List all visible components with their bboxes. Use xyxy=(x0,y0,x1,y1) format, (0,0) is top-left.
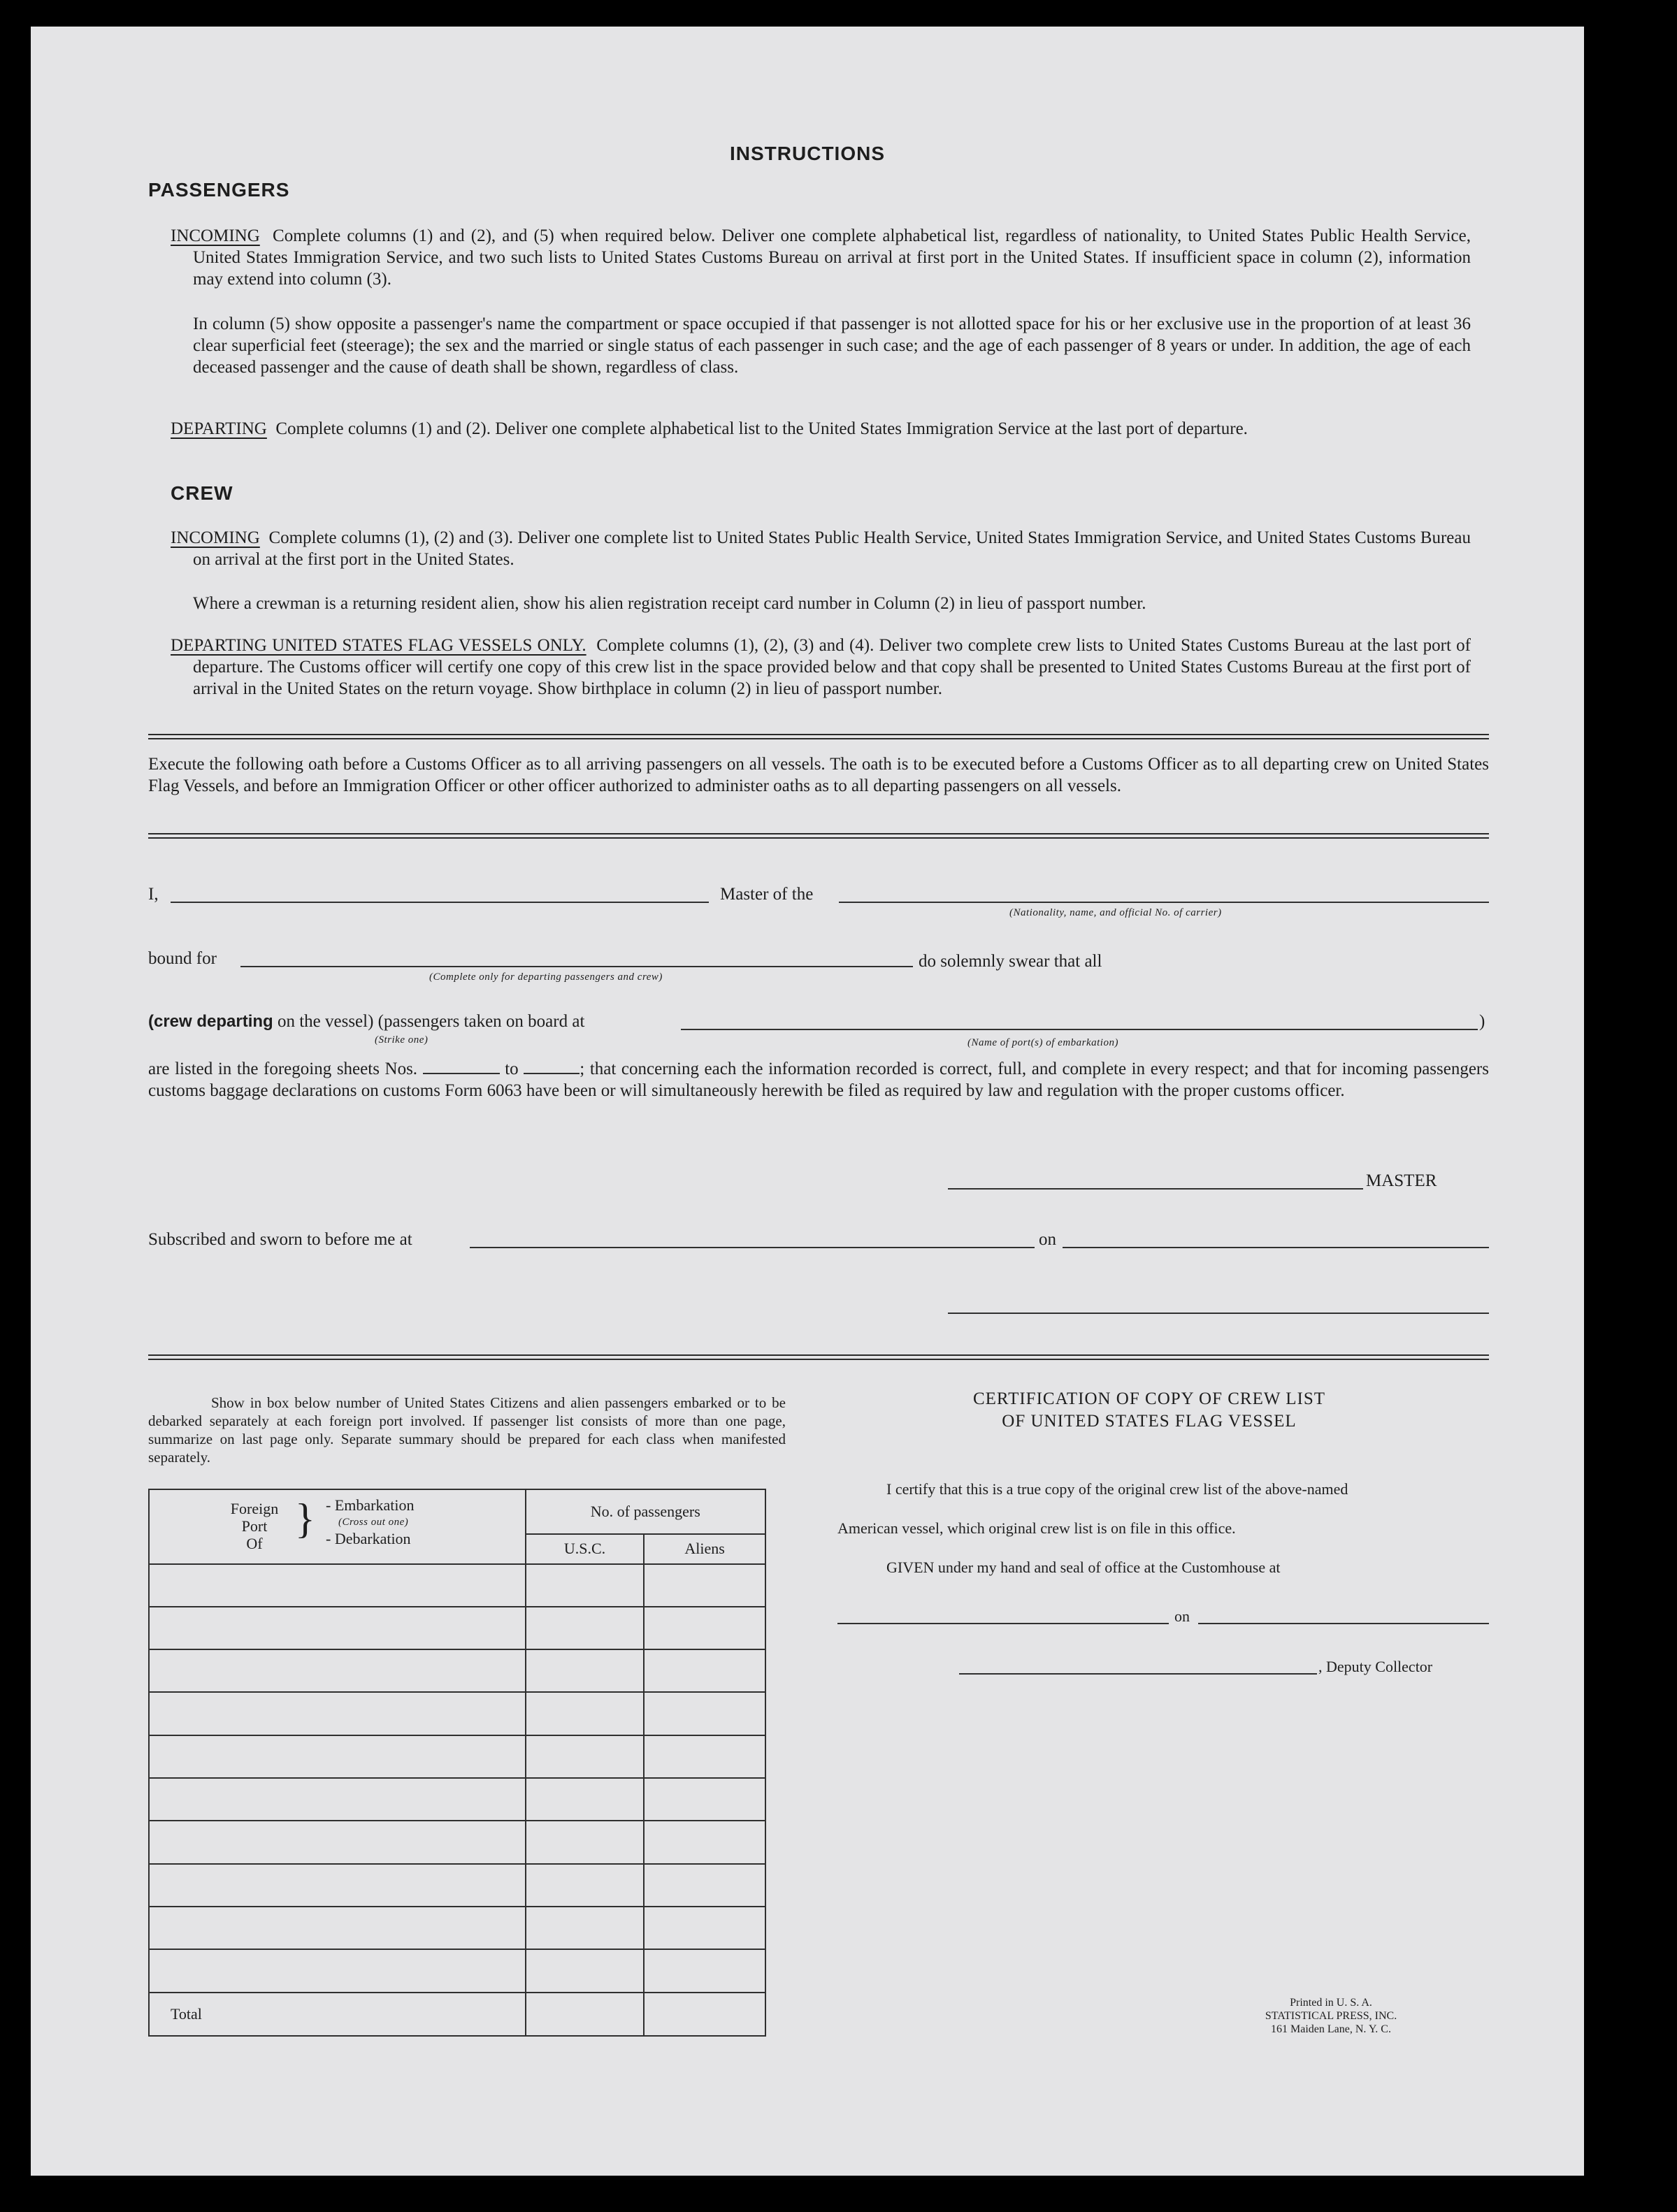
summary-aliens-cell[interactable] xyxy=(644,1907,765,1949)
summary-aliens-cell[interactable] xyxy=(644,1821,765,1863)
summary-row xyxy=(149,1949,765,1992)
passengers-incoming-label: INCOMING xyxy=(171,226,260,245)
cert-date-field[interactable] xyxy=(1198,1623,1489,1624)
summary-port-cell[interactable] xyxy=(149,1735,526,1778)
crew-departing-paragraph xyxy=(171,635,1471,700)
summary-row xyxy=(149,1564,765,1607)
listed-prefix: are listed in the foregoing sheets Nos. xyxy=(148,1060,418,1078)
summary-row xyxy=(149,1649,765,1692)
summary-row xyxy=(149,1864,765,1907)
summary-row xyxy=(149,1821,765,1863)
certification-title-2: OF UNITED STATES FLAG VESSEL xyxy=(1002,1412,1297,1431)
crew-departing-text: Complete columns (1), (2), (3) and (4). Deliver two complete crew lists to United States Customs Bureau at the last port of departure. The Customs officer will certify one copy of this crew list in the space provided below and that copy shall be presented to United States Customs Bureau at the first port of arrival in the United States on the return voyage. Show birthplace in column (2) in lieu of passport number. xyxy=(193,636,1471,698)
officer-signature-field[interactable] xyxy=(948,1313,1489,1314)
summary-port-cell[interactable] xyxy=(149,1607,526,1649)
sheets-to-field[interactable] xyxy=(524,1070,580,1074)
instructions-title: INSTRUCTIONS xyxy=(730,143,885,164)
passengers-departing-text: Complete columns (1) and (2). Deliver one complete alphabetical list to the United States Immigration Service at the last port of departure. xyxy=(275,419,1248,438)
bound-for-caption: (Complete only for departing passengers and crew) xyxy=(429,971,663,983)
sheets-from-field[interactable] xyxy=(423,1070,500,1074)
summary-row xyxy=(149,1778,765,1821)
bound-for-label: bound for xyxy=(148,949,217,968)
port-label: Port xyxy=(241,1517,268,1535)
ports-field[interactable] xyxy=(681,1029,1478,1030)
summary-usc-cell[interactable] xyxy=(526,1649,645,1692)
master-name-field[interactable] xyxy=(171,902,709,903)
certification-title-1: CERTIFICATION OF COPY OF CREW LIST xyxy=(972,1389,1326,1408)
sworn-place-field[interactable] xyxy=(470,1247,1035,1248)
certify-text: I certify that this is a true copy of the original crew list of the above-named xyxy=(886,1480,1348,1498)
summary-aliens-cell[interactable] xyxy=(644,1949,765,1992)
summary-port-cell[interactable] xyxy=(149,1649,526,1692)
summary-port-cell[interactable] xyxy=(149,1864,526,1907)
summary-port-cell[interactable] xyxy=(149,1778,526,1821)
total-aliens-cell[interactable] xyxy=(644,1993,765,2036)
sworn-on-label: on xyxy=(1039,1230,1056,1249)
total-label: Total xyxy=(149,1993,526,2036)
carrier-caption: (Nationality, name, and official No. of carrier) xyxy=(1009,907,1222,918)
sworn-date-field[interactable] xyxy=(1063,1247,1489,1248)
usc-header: U.S.C. xyxy=(526,1534,645,1563)
printer-line-3: 161 Maiden Lane, N. Y. C. xyxy=(1271,2023,1391,2035)
subscribed-label: Subscribed and sworn to before me at xyxy=(148,1230,412,1249)
summary-port-cell[interactable] xyxy=(149,1564,526,1607)
master-signature-field[interactable] xyxy=(948,1188,1363,1190)
summary-aliens-cell[interactable] xyxy=(644,1735,765,1778)
summary-port-cell[interactable] xyxy=(149,1692,526,1735)
foreign-port-header xyxy=(149,1489,526,1564)
passengers-incoming-paragraph xyxy=(171,225,1471,290)
cert-on-label: on xyxy=(1174,1607,1190,1625)
oath-divider xyxy=(148,833,1489,839)
lower-divider xyxy=(148,1354,1489,1360)
summary-port-cell[interactable] xyxy=(149,1949,526,1992)
summary-usc-cell[interactable] xyxy=(526,1735,645,1778)
printer-line-1: Printed in U. S. A. xyxy=(1290,1997,1372,2009)
summary-usc-cell[interactable] xyxy=(526,1778,645,1821)
passengers-heading: PASSENGERS xyxy=(148,179,290,201)
carrier-field[interactable] xyxy=(839,902,1489,903)
debarkation-label: - Debarkation xyxy=(326,1530,411,1548)
summary-aliens-cell[interactable] xyxy=(644,1607,765,1649)
summary-usc-cell[interactable] xyxy=(526,1907,645,1949)
summary-port-cell[interactable] xyxy=(149,1821,526,1863)
customhouse-field[interactable] xyxy=(837,1623,1169,1624)
section-divider xyxy=(148,734,1489,739)
crew-departing-label: DEPARTING UNITED STATES FLAG VESSELS ONLY. xyxy=(171,636,586,655)
crew-heading: CREW xyxy=(171,482,233,504)
on-the-vessel-text: on the vessel) xyxy=(277,1012,374,1031)
printer-line-2: STATISTICAL PRESS, INC. xyxy=(1265,2010,1397,2022)
summary-instructions: Show in box below number of United States Citizens and alien passengers embarked or to be debarked separately at each foreign port involved. If passenger list consists of more than one page, summarize on last page only. Separate summary should be prepared for each class when manifested separately. xyxy=(148,1394,786,1466)
printer-imprint xyxy=(1226,1996,1436,2036)
bound-for-field[interactable] xyxy=(240,966,913,967)
close-paren: ) xyxy=(1479,1012,1485,1031)
document-page xyxy=(31,27,1584,2176)
crew-incoming-text: Complete columns (1), (2) and (3). Deliver one complete list to United States Public Health Service, United States Immigration Service, and United States Customs Bureau on arrival at the first port in the United States. xyxy=(193,528,1471,569)
summary-row xyxy=(149,1607,765,1649)
crew-incoming-paragraph xyxy=(171,527,1471,570)
no-of-passengers-header: No. of passengers xyxy=(526,1489,765,1534)
passengers-departing-paragraph xyxy=(171,418,1471,440)
american-vessel-text: American vessel, which original crew list is on file in this office. xyxy=(837,1519,1236,1537)
summary-port-cell[interactable] xyxy=(149,1907,526,1949)
summary-row xyxy=(149,1907,765,1949)
cross-out-caption: (Cross out one) xyxy=(338,1517,409,1528)
column5-paragraph: In column (5) show opposite a passenger's name the compartment or space occupied if that passenger is not allotted space for his or her exclusive use in the proportion of at least 36 clear superficial feet (steerage); the sex and the married or single status of each passenger in such case; and the age of each passenger of 8 years or under. In addition, the age of each deceased passenger and the cause of death shall be shown, regardless of class. xyxy=(193,315,1471,377)
crew-resident-paragraph: Where a crewman is a returning resident alien, show his alien registration receipt card number in Column (2) in lieu of passport number. xyxy=(193,594,1146,613)
summary-aliens-cell[interactable] xyxy=(644,1649,765,1692)
aliens-header: Aliens xyxy=(644,1534,765,1563)
summary-aliens-cell[interactable] xyxy=(644,1692,765,1735)
solemnly-swear-text: do solemnly swear that all xyxy=(919,952,1102,971)
summary-aliens-cell[interactable] xyxy=(644,1864,765,1907)
listed-rest: ; that concerning each the information recorded is correct, full, and complete in every respect; and that for incoming passengers customs baggage declarations on customs Form 6063 have been or will simultaneously herewith be filed as required by law and regulation with the proper customs officer. xyxy=(148,1060,1489,1100)
total-usc-cell[interactable] xyxy=(526,1993,645,2036)
summary-row xyxy=(149,1735,765,1778)
ports-caption: (Name of port(s) of embarkation) xyxy=(967,1037,1118,1048)
summary-usc-cell[interactable] xyxy=(526,1949,645,1992)
summary-usc-cell[interactable] xyxy=(526,1864,645,1907)
to-label: to xyxy=(505,1060,519,1078)
strike-one-caption: (Strike one) xyxy=(375,1034,429,1046)
summary-usc-cell[interactable] xyxy=(526,1564,645,1607)
master-of-the-label: Master of the xyxy=(720,885,814,904)
given-text: GIVEN under my hand and seal of office at the Customhouse at xyxy=(886,1559,1281,1576)
crew-departing-bold: (crew departing xyxy=(148,1012,273,1031)
passenger-summary-table xyxy=(148,1489,766,2037)
summary-usc-cell[interactable] xyxy=(526,1607,645,1649)
passengers-departing-label: DEPARTING xyxy=(171,419,267,438)
summary-aliens-cell[interactable] xyxy=(644,1564,765,1607)
summary-usc-cell[interactable] xyxy=(526,1692,645,1735)
oath-i-label: I, xyxy=(148,885,159,904)
foreign-label: Foreign xyxy=(230,1500,279,1518)
summary-row xyxy=(149,1692,765,1735)
deputy-collector-label: , Deputy Collector xyxy=(1318,1658,1433,1675)
summary-aliens-cell[interactable] xyxy=(644,1778,765,1821)
listed-paragraph xyxy=(148,1058,1489,1101)
crew-incoming-label: INCOMING xyxy=(171,528,260,547)
vessel-line xyxy=(148,1012,584,1032)
passengers-incoming-text: Complete columns (1) and (2), and (5) when required below. Deliver one complete alphabetical list, regardless of nationality, to United States Public Health Service, United States Immigration Service, and two such lists to United States Customs Bureau on arrival at first port in the United States. If insufficient space in column (2), information may extend into column (3). xyxy=(193,226,1471,289)
of-label: Of xyxy=(246,1535,263,1553)
passengers-taken-text: (passengers taken on board at xyxy=(377,1012,585,1031)
deputy-signature-field[interactable] xyxy=(959,1673,1317,1675)
master-label: MASTER xyxy=(1366,1171,1437,1190)
embarkation-label: - Embarkation xyxy=(326,1496,415,1515)
oath-intro: Execute the following oath before a Customs Officer as to all arriving passengers on all vessels. The oath is to be executed before a Customs Officer as to all departing crew on United States Flag Vessels, and before an Immigration Officer or other officer authorized to administer oaths as to all departing passengers on all vessels. xyxy=(148,755,1489,795)
brace-left: } xyxy=(295,1496,315,1542)
summary-usc-cell[interactable] xyxy=(526,1821,645,1863)
